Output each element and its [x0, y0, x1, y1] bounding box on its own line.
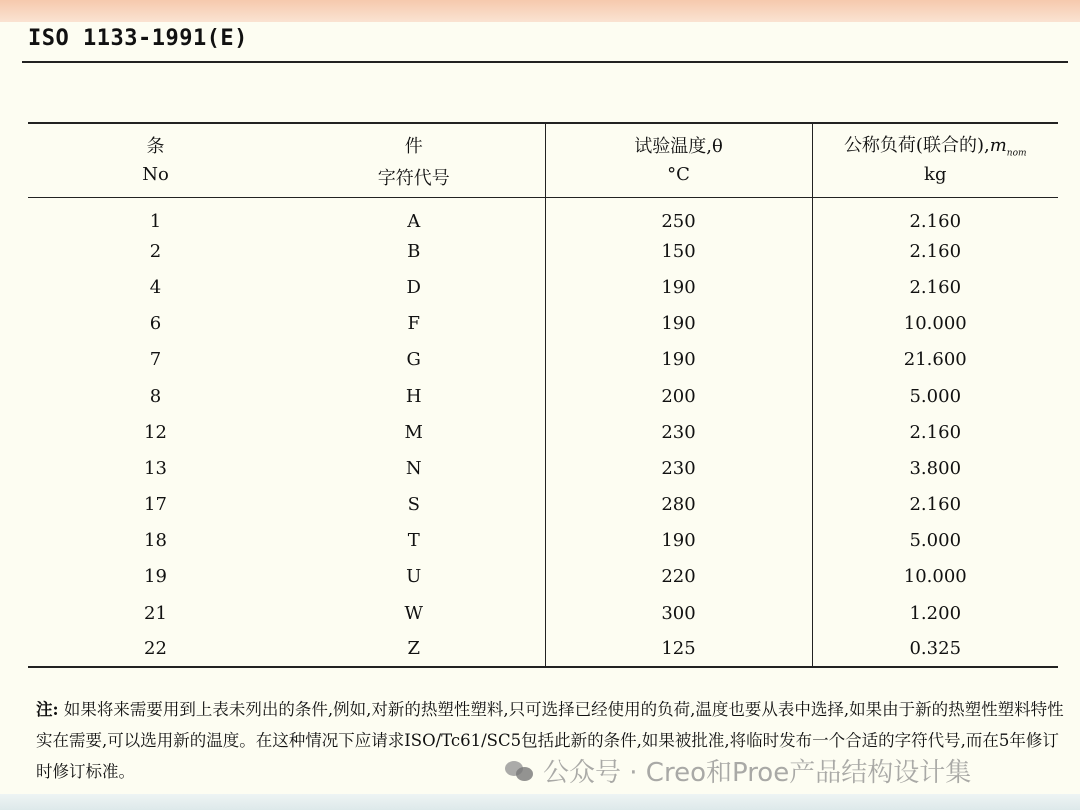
note-text: 如果将来需要用到上表未列出的条件,例如,对新的热塑性塑料,只可选择已经使用的负荷,温度也要从表中选择,如果由于新的热塑性塑料特性实在需要,可以选用新的温度。在这种情况下应请求ISO/Tc61/SC5包括此新的条件,如果被批准,将临时发布一个合适的字符代号,而在5年修订时修订标准。 — [36, 700, 1064, 781]
header-temp-unit: °C — [545, 160, 812, 197]
cell-no: 22 — [144, 638, 167, 660]
cell-load: 5.000 — [812, 523, 1058, 559]
cell-no: 7 — [149, 349, 162, 371]
cell-no: 6 — [149, 313, 162, 335]
cell-temp: 190 — [545, 523, 812, 559]
cell-temp: 250 — [545, 197, 812, 233]
cell-load: 10.000 — [812, 559, 1058, 595]
cell-code: S — [407, 494, 420, 516]
table-row — [28, 487, 1058, 523]
cell-load: 2.160 — [812, 233, 1058, 269]
cell-temp: 190 — [545, 342, 812, 378]
cell-code: T — [407, 530, 420, 552]
cell-load: 3.800 — [812, 450, 1058, 486]
table-row — [28, 595, 1058, 631]
cell-load: 0.325 — [812, 631, 1058, 667]
test-conditions-table — [28, 122, 1058, 668]
table-row — [28, 523, 1058, 559]
cell-no: 2 — [149, 240, 162, 262]
cell-temp: 280 — [545, 487, 812, 523]
header-no: No — [28, 160, 283, 197]
cell-code: G — [406, 349, 421, 371]
cell-no: 1 — [149, 210, 162, 232]
header-cond-no: 条 — [146, 136, 165, 157]
cell-load: 1.200 — [812, 595, 1058, 631]
table-row — [28, 450, 1058, 486]
cell-temp: 300 — [545, 595, 812, 631]
header-cond-code: 件 — [404, 136, 423, 157]
table-row — [28, 233, 1058, 269]
cell-temp: 230 — [545, 450, 812, 486]
table-row — [28, 342, 1058, 378]
header-rule — [22, 61, 1068, 63]
cell-temp: 190 — [545, 269, 812, 305]
cell-no: 13 — [144, 457, 167, 479]
watermark — [505, 752, 971, 789]
cell-no: 19 — [144, 566, 167, 588]
table-row — [28, 414, 1058, 450]
watermark-text: 公众号 · Creo和Proe产品结构设计集 — [543, 758, 972, 788]
cell-load: 2.160 — [812, 269, 1058, 305]
cell-temp: 200 — [545, 378, 812, 414]
cell-temp: 190 — [545, 306, 812, 342]
header-row-1 — [28, 123, 1058, 160]
cell-code: U — [406, 566, 422, 588]
bottom-color-band — [0, 794, 1080, 810]
table-row — [28, 306, 1058, 342]
cell-no: 18 — [144, 530, 167, 552]
table-row — [28, 269, 1058, 305]
cell-no: 21 — [144, 602, 167, 624]
cell-load: 2.160 — [812, 197, 1058, 233]
table-row — [28, 197, 1058, 233]
mnom-symbol: $m_{nom}$ — [989, 135, 1027, 159]
cell-temp: 150 — [545, 233, 812, 269]
cell-code: W — [404, 602, 423, 624]
cell-load: 10.000 — [812, 306, 1058, 342]
document-header: ISO 1133-1991(E) — [28, 26, 248, 51]
cell-temp: 230 — [545, 414, 812, 450]
cell-code: A — [407, 210, 421, 232]
top-color-band — [0, 0, 1080, 22]
cell-no: 12 — [144, 421, 167, 443]
header-load-unit: kg — [812, 160, 1058, 197]
cell-code: M — [404, 421, 423, 443]
table-row — [28, 378, 1058, 414]
cell-load: 5.000 — [812, 378, 1058, 414]
note-label: 注: — [36, 700, 59, 719]
cell-temp: 220 — [545, 559, 812, 595]
wechat-icon — [505, 759, 535, 783]
cell-code: Z — [407, 638, 420, 660]
cell-no: 17 — [144, 494, 167, 516]
header-code: 字符代号 — [283, 160, 545, 197]
cell-no: 4 — [149, 276, 162, 298]
cell-code: F — [407, 313, 420, 335]
cell-code: N — [405, 457, 422, 479]
table-row — [28, 631, 1058, 667]
cell-load: 2.160 — [812, 487, 1058, 523]
cell-no: 8 — [149, 385, 162, 407]
cell-code: D — [406, 276, 421, 298]
cell-code: B — [407, 240, 421, 262]
header-row-2 — [28, 160, 1058, 197]
cell-code: H — [405, 385, 422, 407]
cell-temp: 125 — [545, 631, 812, 667]
cell-load: 2.160 — [812, 414, 1058, 450]
cell-load: 21.600 — [812, 342, 1058, 378]
header-temperature: 试验温度,θ — [545, 123, 812, 160]
table-row — [28, 559, 1058, 595]
header-nominal-load: 公称负荷(联合的)$,m_{nom}$ — [812, 123, 1058, 160]
